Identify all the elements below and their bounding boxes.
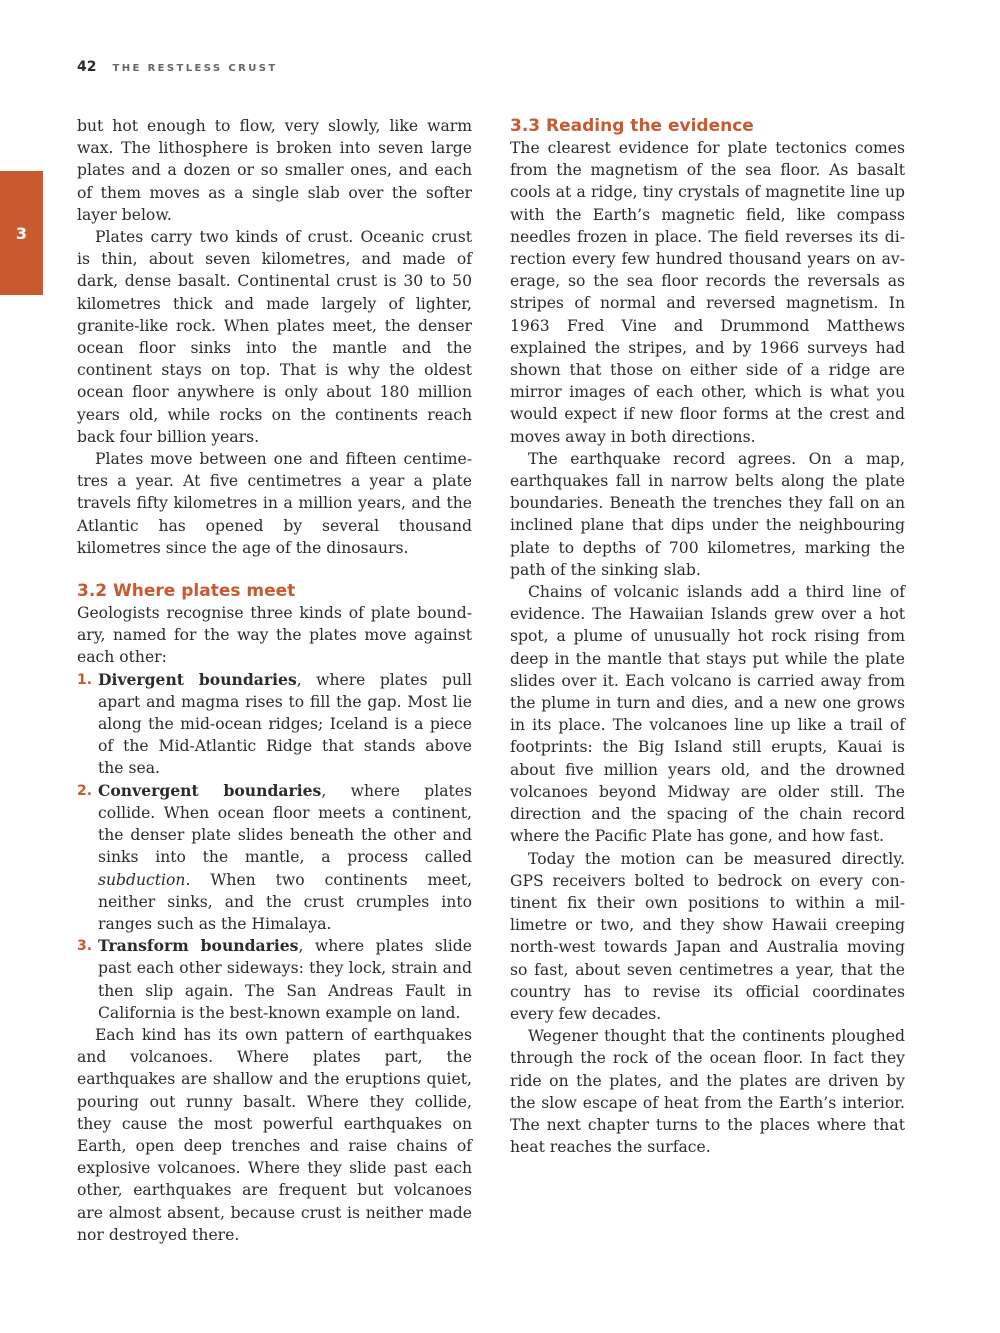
paragraph: The clearest evidence for plate tectonics comes from the magnetism of the sea floor. As basalt cools at a ridge, tiny crystals of magnetite line up with the Earth’s magnetic field, like compass needles frozen in place. The field reverses its direction every few hundred thousand years on average, so the sea floor records the reversals as stripes of normal and reversed magnetism. In 1963 Fred Vine and Drummond Matthews explained the stripes, and by 1966 surveys had shown that those on either side of a ridge are mirror images of each other, which is what you would expect if new floor forms at the crest and moves away in both directions.	[510, 139, 905, 446]
list-item	[77, 935, 472, 1024]
list-term: Transform boundaries	[98, 936, 299, 956]
paragraph: Chains of volcanic islands add a third line of evidence. The Hawaiian Islands grew over a hot spot, a plume of unusually hot rock rising from deep in the mantle that stays put while the plate slides over it. Each volcano is carried away from the plume in turn and dies, and a new one grows in its place. The volcanoes line up like a trail of footprints: the Big Island still erupts, Kauai is about five million years old, and the drowned volcanoes beyond Midway are older still. The direction and the spacing of the chain record where the Pacific Plate has gone, and how fast.	[510, 583, 905, 846]
list-text: , where plates collide. When ocean floor meets a continent, the denser plate slides beneath the other and sinks into the mantle, a process called	[98, 781, 473, 867]
boundary-list	[77, 669, 472, 1024]
list-text: . When two continents meet, neither sinks, and the crust crumples into ranges such as the Himalaya.	[98, 870, 472, 933]
paragraph: Today the motion can be measured directly. GPS receivers bolted to bedrock on every continent fix their own positions to within a millimetre or two, and they show Hawaii creeping north-west towards Japan and Australia moving so fast, about seven centimetres a year, that the country has to revise its official coordinates every few decades.	[510, 849, 905, 1023]
list-marker: 3.	[77, 938, 93, 955]
paragraph: but hot enough to flow, very slowly, like warm wax. The lithosphere is broken into seven large plates and a dozen or so smaller ones, and each of them moves as a single slab over the softer layer below.	[77, 117, 472, 224]
list-item	[77, 669, 472, 780]
list-item	[77, 780, 472, 935]
running-head-title: THE RESTLESS CRUST	[112, 63, 278, 74]
paragraph: Each kind has its own pattern of earthquakes and volcanoes. Where plates part, the earthquakes are shallow and the eruptions quiet, pouring out runny basalt. Where they collide, they cause the most powerful earthquakes on Earth, open deep trenches and raise chains of explosive volcanoes. Where they slide past each other, earthquakes are frequent but volcanoes are almost absent, because crust is neither made nor destroyed there.	[77, 1025, 472, 1244]
chapter-tab-number: 3	[15, 223, 28, 243]
list-text: , where plates slide past each other sideways: they lock, strain and then slip again. The San Andreas Fault in California is the best-known example on land.	[98, 937, 472, 1022]
emphasis: subduction	[98, 870, 186, 889]
list-text: , where plates pull apart and magma rises to fill the gap. Most lie along the mid-ocean ridges; Iceland is a piece of the Mid-Atlantic Ridge that stands above the sea.	[98, 670, 472, 778]
running-head	[77, 59, 278, 79]
list-term: Convergent boundaries	[98, 780, 322, 800]
paragraph: Geologists recognise three kinds of plate boundary, named for the way the plates move against each other:	[77, 604, 472, 667]
section-heading: 3.2 Where plates meet	[77, 581, 296, 602]
right-column	[510, 115, 905, 1158]
section-heading: 3.3 Reading the evidence	[510, 116, 754, 136]
paragraph: The earthquake record agrees. On a map, earthquakes fall in narrow belts along the plate boundaries. Beneath the trenches they fall on an inclined plane that dips under the neighbouring plate to depths of 700 kilometres, marking the path of the sinking slab.	[510, 449, 905, 579]
paragraph: Plates carry two kinds of crust. Oceanic crust is thin, about seven kilometres, and made of dark, dense basalt. Continental crust is 30 to 50 kilometres thick and made largely of lighter, granite-like rock. When plates meet, the denser ocean floor sinks into the mantle and the continent stays on top. That is why the oldest ocean floor anywhere is only about 180 million years old, while rocks on the continents reach back four billion years.	[77, 228, 472, 446]
page-number: 42	[77, 59, 97, 75]
paragraph: Plates move between one and fifteen centimetres a year. At five centimetres a year a plate travels fifty kilometres in a million years, and the Atlantic has opened by several thousand kilometres since the age of the dinosaurs.	[77, 450, 472, 557]
list-marker: 1.	[77, 671, 93, 688]
chapter-tab	[0, 171, 43, 295]
paragraph: Wegener thought that the continents ploughed through the rock of the ocean floor. In fact they ride on the plates, and the plates are driven by the slow escape of heat from the Earth’s interior. The next chapter turns to the places where that heat reaches the surface.	[510, 1027, 905, 1157]
left-column	[77, 115, 472, 1246]
list-marker: 2.	[77, 782, 93, 799]
list-term: Divergent boundaries	[98, 669, 297, 689]
